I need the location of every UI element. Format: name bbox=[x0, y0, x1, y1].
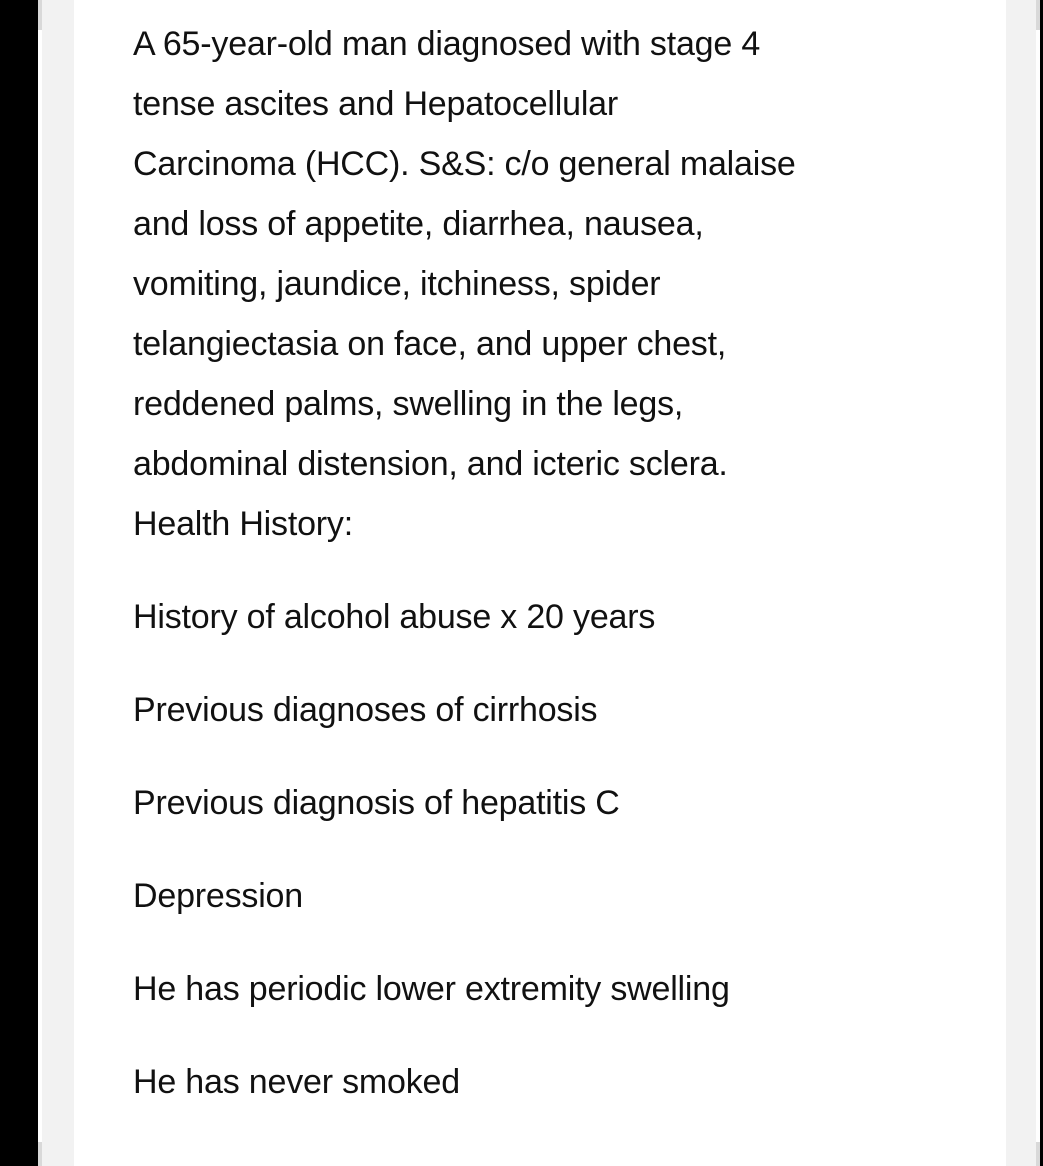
intro-line: A 65-year-old man diagnosed with stage 4 bbox=[133, 25, 761, 63]
right-page-gutter bbox=[1006, 0, 1036, 1166]
intro-line: tense ascites and Hepatocellular bbox=[133, 85, 619, 123]
health-history-heading: Health History: bbox=[133, 505, 353, 543]
right-window-edge bbox=[1036, 0, 1040, 1166]
right-edge-bottom-marker bbox=[1036, 1142, 1040, 1166]
intro-line: and loss of appetite, diarrhea, nausea, bbox=[133, 205, 704, 243]
document-content bbox=[133, 14, 933, 1112]
intro-line: reddened palms, swelling in the legs, bbox=[133, 385, 684, 423]
history-item: He has never smoked bbox=[133, 1063, 460, 1101]
document-page[interactable] bbox=[74, 0, 1006, 1166]
case-description bbox=[133, 14, 933, 494]
left-page-gutter bbox=[42, 0, 74, 1166]
health-history-list bbox=[133, 587, 933, 1112]
intro-line: vomiting, jaundice, itchiness, spider bbox=[133, 265, 661, 303]
history-item: History of alcohol abuse x 20 years bbox=[133, 598, 656, 636]
history-item: Previous diagnosis of hepatitis C bbox=[133, 784, 620, 822]
right-edge-top-marker bbox=[1036, 0, 1040, 30]
history-item: Depression bbox=[133, 877, 303, 915]
history-item: He has periodic lower extremity swelling bbox=[133, 970, 730, 1008]
intro-line: Carcinoma (HCC). S&S: c/o general malaise bbox=[133, 145, 796, 183]
intro-line: abdominal distension, and icteric sclera. bbox=[133, 445, 728, 483]
intro-line: telangiectasia on face, and upper chest, bbox=[133, 325, 727, 363]
history-item: Previous diagnoses of cirrhosis bbox=[133, 691, 598, 729]
